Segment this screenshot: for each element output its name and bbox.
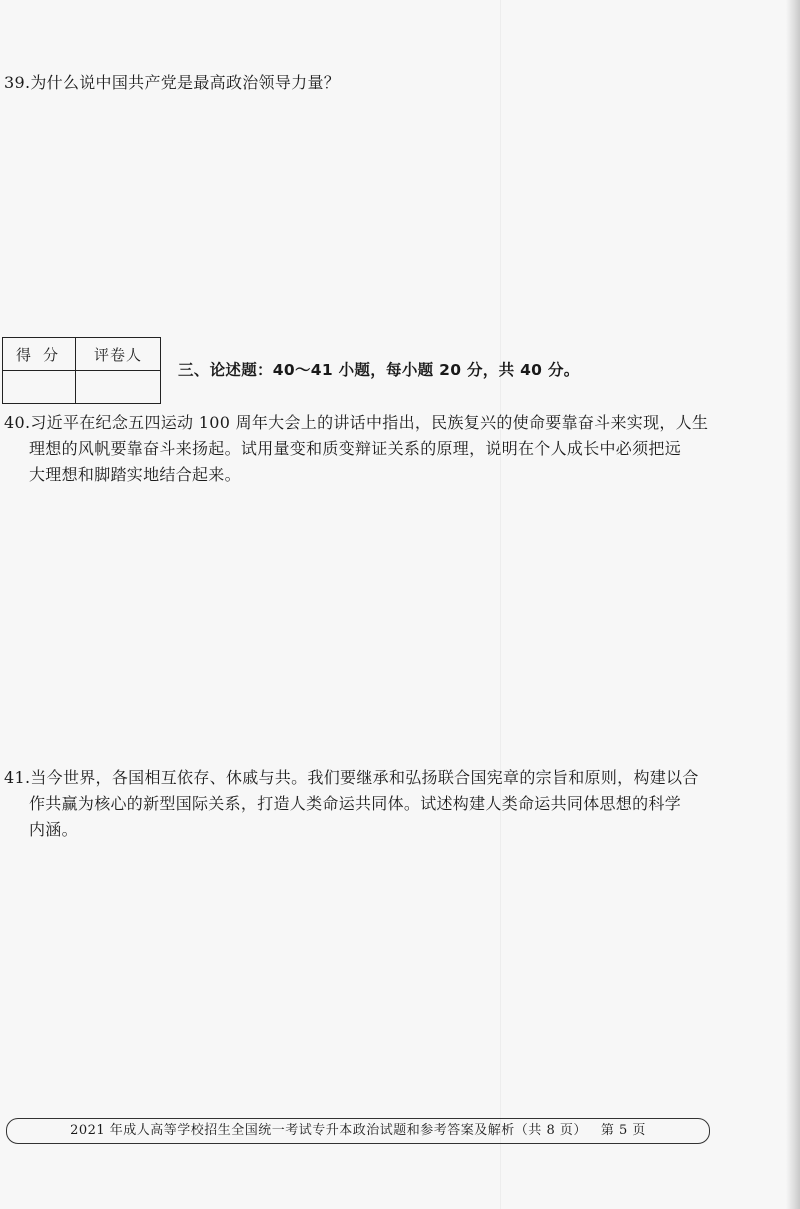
question-number: 41. [4,768,31,787]
question-39 [4,70,730,96]
grader-header-cell: 评卷人 [76,338,161,371]
score-entry-cell[interactable] [3,371,76,404]
question-text-line-1: 当今世界，各国相互依存、休戚与共。我们要继承和弘扬联合国宪章的宗旨和原则，构建以合 [30,768,699,787]
score-header-cell: 得分 [3,338,76,371]
page-edge [786,0,800,1209]
question-40 [4,410,730,488]
question-text-line [4,765,730,791]
question-41 [4,765,730,843]
score-table-entry-row [3,371,161,404]
question-text-line-1: 习近平在纪念五四运动 100 周年大会上的讲话中指出，民族复兴的使命要靠奋斗来实现，人生 [30,413,709,432]
grader-entry-cell[interactable] [76,371,161,404]
question-text-line-2: 理想的风帆要靠奋斗来扬起。试用量变和质变辩证关系的原理，说明在个人成长中必须把远 [29,439,682,458]
score-table-header-row [3,338,161,371]
footer-title: 2021 年成人高等学校招生全国统一考试专升本政治试题和参考答案及解析（共 8 页） [70,1123,587,1138]
question-text-line [4,410,730,436]
question-text-line-2: 作共赢为核心的新型国际关系，打造人类命运共同体。试述构建人类命运共同体思想的科学 [29,794,682,813]
score-table [2,337,161,404]
footer-page-number: 第 5 页 [600,1123,646,1138]
question-text-line-3: 大理想和脚踏实地结合起来。 [29,465,241,484]
section-heading: 三、论述题：40～41 小题，每小题 20 分，共 40 分。 [178,361,580,379]
question-number: 40. [4,413,31,432]
question-number: 39. [4,73,31,92]
page-fold-shadow [500,0,501,1209]
question-text-line: 为什么说中国共产党是最高政治领导力量？ [30,73,341,92]
question-text-line-3: 内涵。 [29,820,78,839]
page-footer [6,1118,710,1144]
